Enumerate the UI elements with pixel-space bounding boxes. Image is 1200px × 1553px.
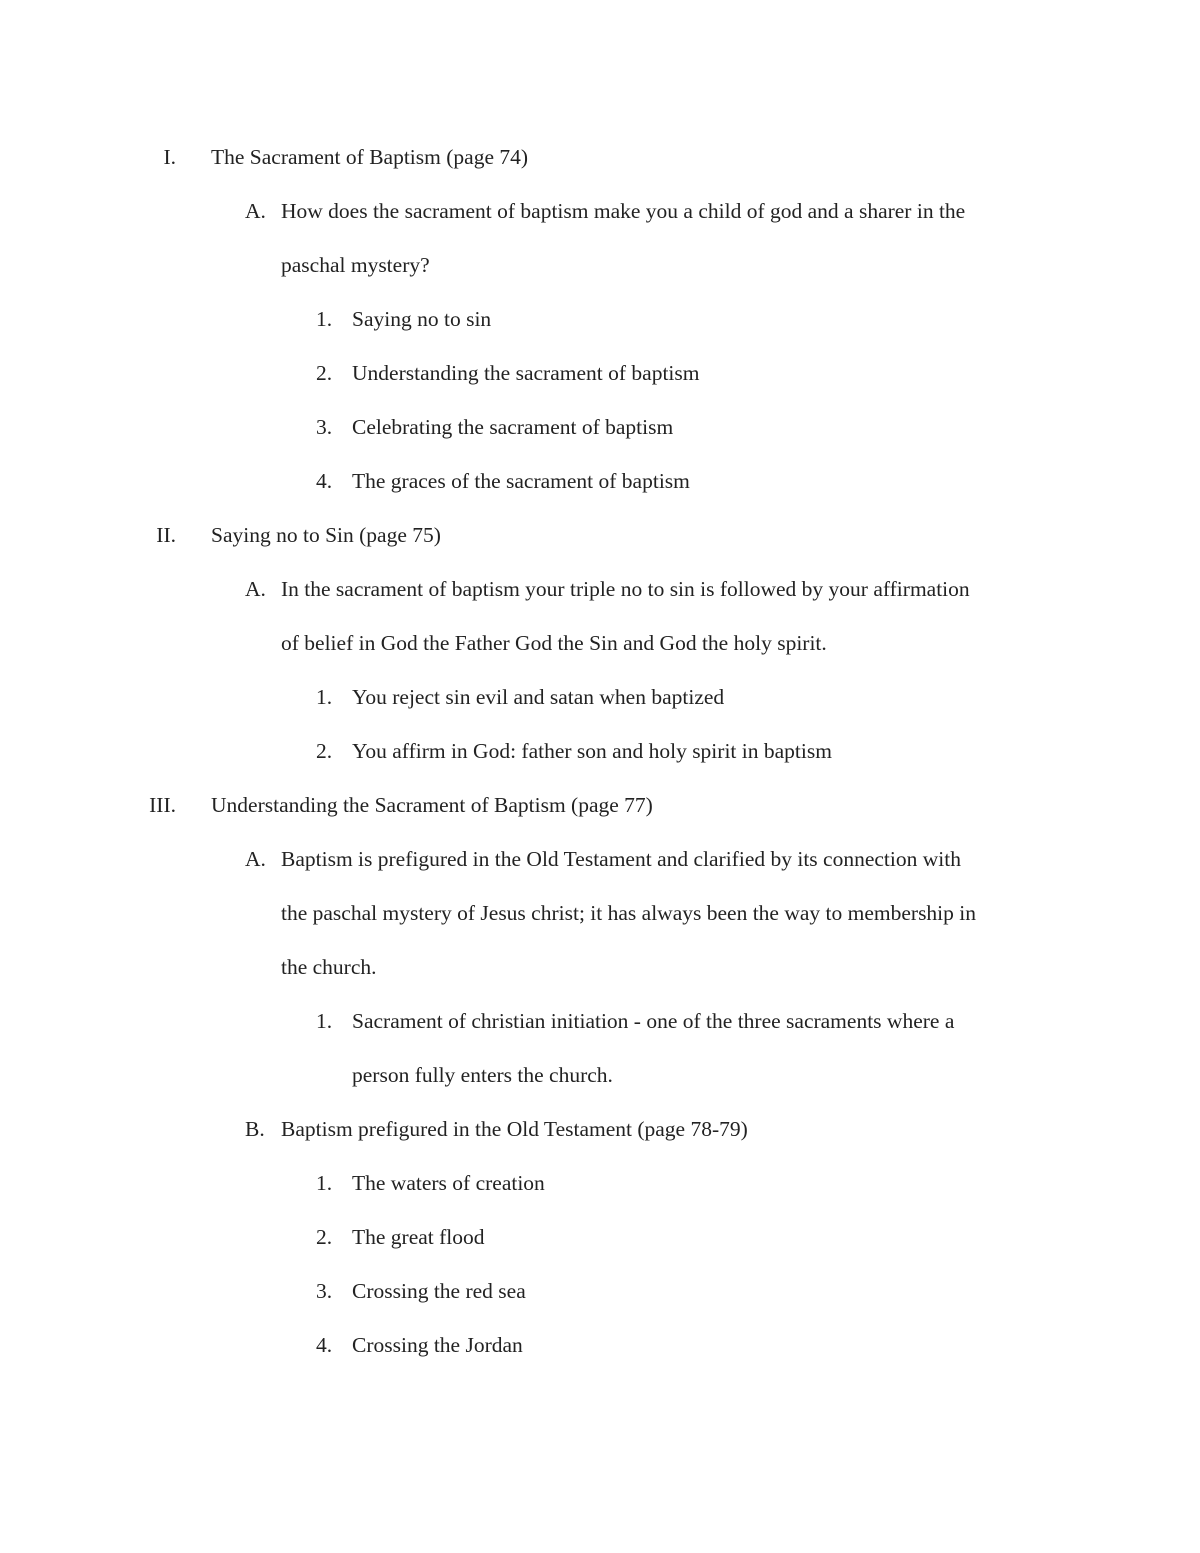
list-item-marker: 3.: [316, 1279, 333, 1303]
list-item-marker: 1.: [316, 1171, 333, 1195]
section-heading: Understanding the Sacrament of Baptism (page 77): [211, 793, 653, 817]
list-item-marker: 2.: [316, 361, 333, 385]
subsection-marker: A.: [245, 577, 266, 601]
subsection-text-line: the church.: [281, 955, 377, 979]
subsection-marker: B.: [245, 1117, 265, 1141]
list-item-text-line: Sacrament of christian initiation - one of the three sacraments where a: [352, 1009, 955, 1033]
list-item-text-line: Celebrating the sacrament of baptism: [352, 415, 674, 439]
list-item-marker: 1.: [316, 685, 333, 709]
list-item-text-line: The great flood: [352, 1225, 485, 1249]
subsection-text-line: the paschal mystery of Jesus christ; it has always been the way to membership in: [281, 901, 977, 925]
section-heading: The Sacrament of Baptism (page 74): [211, 145, 529, 169]
list-item-marker: 1.: [316, 1009, 333, 1033]
subsection-text-line: Baptism prefigured in the Old Testament (page 78-79): [281, 1117, 748, 1141]
subsection-marker: A.: [245, 847, 266, 871]
subsection-text-line: paschal mystery?: [281, 253, 430, 277]
subsection-text-line: of belief in God the Father God the Sin and God the holy spirit.: [281, 631, 827, 655]
subsection-text-line: In the sacrament of baptism your triple no to sin is followed by your affirmation: [281, 577, 970, 601]
list-item-marker: 1.: [316, 307, 333, 331]
list-item-marker: 4.: [316, 1333, 333, 1357]
list-item-marker: 4.: [316, 469, 333, 493]
list-item-text-line: The waters of creation: [352, 1171, 545, 1195]
list-item-text-line: The graces of the sacrament of baptism: [352, 469, 690, 493]
section-heading: Saying no to Sin (page 75): [211, 523, 441, 547]
list-item-text-line: You affirm in God: father son and holy spirit in baptism: [352, 739, 832, 763]
list-item-text-line: Crossing the red sea: [352, 1279, 526, 1303]
subsection-text-line: How does the sacrament of baptism make you a child of god and a sharer in the: [281, 199, 966, 223]
subsection-text-line: Baptism is prefigured in the Old Testament and clarified by its connection with: [281, 847, 961, 871]
subsection-marker: A.: [245, 199, 266, 223]
section-marker: I.: [163, 145, 176, 169]
list-item-marker: 2.: [316, 739, 333, 763]
list-item-text-line: Crossing the Jordan: [352, 1333, 523, 1357]
list-item-marker: 2.: [316, 1225, 333, 1249]
section-marker: III.: [149, 793, 176, 817]
list-item-marker: 3.: [316, 415, 333, 439]
list-item-text-line: You reject sin evil and satan when baptized: [352, 685, 725, 709]
list-item-text-line: Understanding the sacrament of baptism: [352, 361, 700, 385]
list-item-text-line: Saying no to sin: [352, 307, 492, 331]
section-marker: II.: [156, 523, 176, 547]
list-item-text-line: person fully enters the church.: [352, 1063, 613, 1087]
